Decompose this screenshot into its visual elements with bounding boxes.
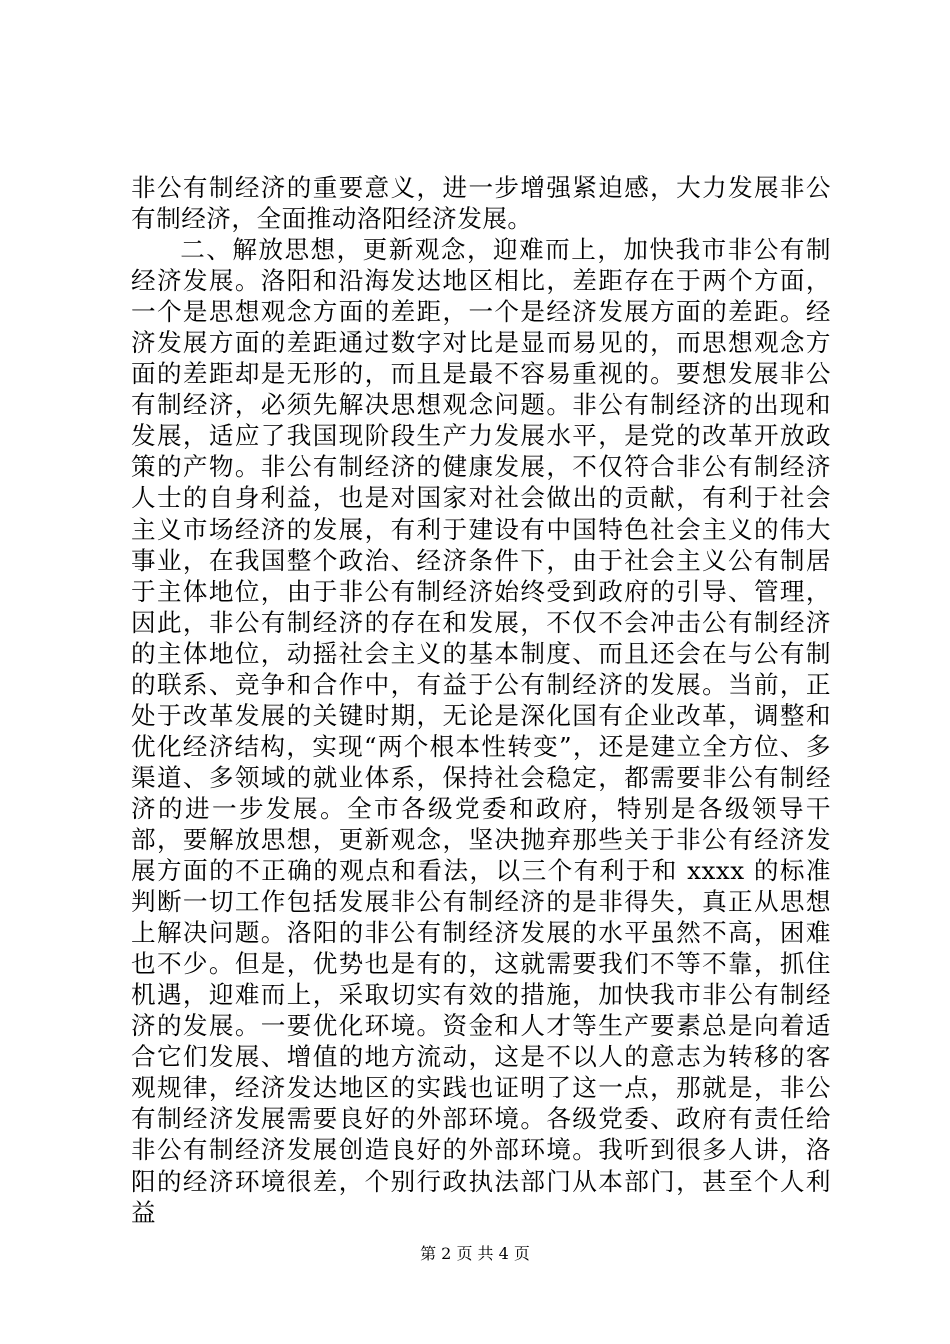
paragraph-continuation: 非公有制经济的重要意义，进一步增强紧迫感，大力发展非公有制经济，全面推动洛阳经济发展。 — [131, 173, 831, 234]
paragraph-section-two: 二、解放思想，更新观念，迎难而上，加快我市非公有制经济发展。洛阳和沿海发达地区相比，差距存在于两个方面，一个是思想观念方面的差距，一个是经济发展方面的差距。经济发展方面的差距通过数字对比是显而易见的，而思想观念方面的差距却是无形的，而且是最不容易重视的。要想发展非公有制经济，必须先解决思想观念问题。非公有制经济的出现和发展，适应了我国现阶段生产力发展水平，是党的改革开放政策的产物。非公有制经济的健康发展，不仅符合非公有制经济人士的自身利益，也是对国家对社会做出的贡献，有利于社会主义市场经济的发展，有利于建设有中国特色社会主义的伟大事业，在我国整个政治、经济条件下，由于社会主义公有制居于主体地位，由于非公有制经济始终受到政府的引导、管理，因此，非公有制经济的存在和发展，不仅不会冲击公有制经济的主体地位，动摇社会主义的基本制度、而且还会在与公有制的联系、竞争和合作中，有益于公有制经济的发展。当前，正处于改革发展的关键时期，无论是深化国有企业改革，调整和优化经济结构，实现“两个根本性转变”，还是建立全方位、多渠道、多领域的就业体系，保持社会稳定，都需要非公有制经济的进一步发展。全市各级党委和政府，特别是各级领导干部，要解放思想，更新观念，坚决抛弃那些关于非公有经济发展方面的不正确的观点和看法，以三个有利于和 xxxx 的标准判断一切工作包括发展非公有制经济的是非得失，真正从思想上解决问题。洛阳的非公有制经济发展的水平虽然不高，困难也不少。但是，优势也是有的，这就需要我们不等不靠，抓住机遇，迎难而上，采取切实有效的措施，加快我市非公有制经济的发展。一要优化环境。资金和人才等生产要素总是向着适合它们发展、增值的地方流动，这是不以人的意志为转移的客观规律，经济发达地区的实践也证明了这一点，那就是，非公有制经济发展需要良好的外部环境。各级党委、政府有责任给非公有制经济发展创造良好的外部环境。我听到很多人讲，洛阳的经济环境很差，个别行政执法部门从本部门，甚至个人利益 — [131, 235, 831, 1227]
page-footer — [0, 1244, 950, 1264]
document-body — [131, 172, 831, 1228]
page-number: 第 2 页 共 4 页 — [420, 1244, 530, 1263]
